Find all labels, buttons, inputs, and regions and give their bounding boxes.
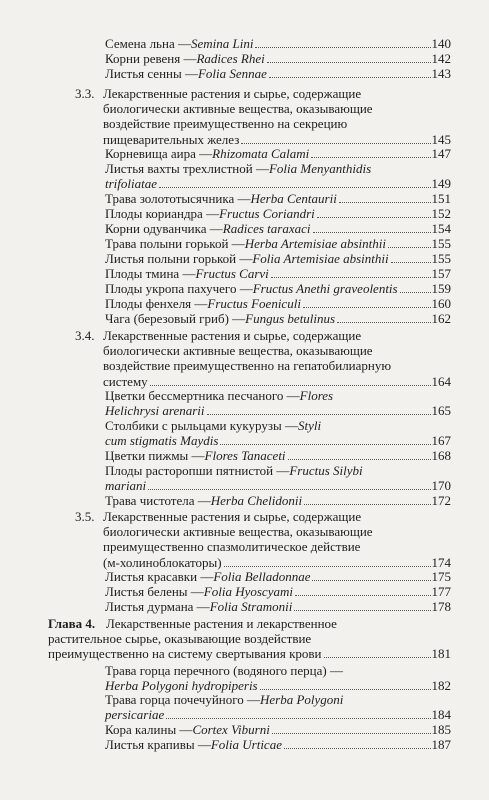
toc-entry xyxy=(105,722,451,737)
toc-entry xyxy=(105,311,451,326)
entry-title: Корни одуванчика — xyxy=(105,221,223,236)
entry-title: Листья красавки — xyxy=(105,569,214,584)
latin-name: Radices Rhei xyxy=(196,51,265,66)
toc-entry xyxy=(105,266,451,281)
dot-leader xyxy=(324,657,431,658)
page-number: 142 xyxy=(431,51,451,66)
toc-entry xyxy=(105,493,451,508)
latin-name: Fungus betulinus xyxy=(245,311,336,326)
latin-name: Folia Hyoscyami xyxy=(203,584,293,599)
page-number: 187 xyxy=(431,737,451,752)
page-number: 155 xyxy=(431,236,451,251)
entry-title: воздействие преимущественно на секрецию xyxy=(103,116,348,132)
entry-title: Цветки бессмертника песчаного — xyxy=(105,388,300,403)
page-number: 170 xyxy=(431,478,451,494)
latin-name: Folia Menyanthidis xyxy=(268,161,372,176)
dot-leader xyxy=(304,504,430,505)
latin-name: Herba Chelidonii xyxy=(210,493,303,508)
latin-name: mariani xyxy=(105,478,147,494)
toc-entry xyxy=(105,51,451,66)
latin-name: Fructus Silybi xyxy=(289,463,363,478)
page-number: 154 xyxy=(431,221,451,236)
toc-entry xyxy=(105,146,451,161)
dot-leader xyxy=(295,595,431,596)
dot-leader xyxy=(166,718,430,719)
entry-title: Трава чистотела — xyxy=(105,493,211,508)
toc-section xyxy=(75,509,451,570)
latin-name: Herba Artemisiae absinthii xyxy=(244,236,386,251)
toc-entry xyxy=(105,463,451,493)
latin-name: Semina Lini xyxy=(190,36,254,51)
page-number: 182 xyxy=(431,678,451,694)
entry-title: преимущественно на систему свертывания крови xyxy=(48,646,322,662)
toc-entry xyxy=(105,599,451,614)
entry-title: растительное сырье, оказывающие воздействие xyxy=(48,631,312,647)
page-number: 172 xyxy=(431,493,451,508)
toc-entry xyxy=(105,663,451,693)
latin-name: Fructus Anethi graveolentis xyxy=(252,281,398,296)
dot-leader xyxy=(391,262,431,263)
entry-title: Плоды кориандра — xyxy=(105,206,220,221)
toc-entry xyxy=(105,161,451,191)
entry-title: систему xyxy=(103,373,148,389)
toc-entry xyxy=(105,281,451,296)
latin-name: Rhizomata Calami xyxy=(212,146,310,161)
entry-title: Трава полыни горькой — xyxy=(105,236,245,251)
latin-name: Folia Sennae xyxy=(197,66,267,81)
latin-name: Flores Tanaceti xyxy=(204,448,286,463)
latin-name: persicariae xyxy=(105,707,165,723)
page-number: 147 xyxy=(431,146,451,161)
dot-leader xyxy=(224,566,431,567)
dot-leader xyxy=(339,202,431,203)
latin-name: Cortex Viburni xyxy=(192,722,270,737)
section-number: 3.3. xyxy=(75,86,95,101)
toc-section xyxy=(75,86,451,147)
entry-title: преимущественно спазмолитическое действие xyxy=(103,539,361,555)
toc-entry xyxy=(105,296,451,311)
page-number: 167 xyxy=(431,433,451,449)
page-number: 162 xyxy=(431,311,451,326)
latin-name: cum stigmatis Maydis xyxy=(105,433,219,449)
latin-name: Radices taraxaci xyxy=(222,221,311,236)
latin-name: Folia Belladonnae xyxy=(213,569,311,584)
entry-title: Цветки пижмы — xyxy=(105,448,205,463)
page-number: 152 xyxy=(431,206,451,221)
dot-leader xyxy=(220,444,430,445)
toc-entry xyxy=(105,737,451,752)
entry-title: Листья вахты трехлистной — xyxy=(105,161,269,176)
page-number: 159 xyxy=(431,281,451,296)
entry-title: Плоды фенхеля — xyxy=(105,296,208,311)
entry-title: Листья белены — xyxy=(105,584,204,599)
entry-title: биологически активные вещества, оказывающие xyxy=(103,101,373,117)
toc-entry xyxy=(105,448,451,463)
dot-leader xyxy=(148,489,430,490)
section-number: 3.4. xyxy=(75,328,95,343)
dot-leader xyxy=(267,62,431,63)
dot-leader xyxy=(288,459,431,460)
page-number: 155 xyxy=(431,251,451,266)
dot-leader xyxy=(303,307,431,308)
dot-leader xyxy=(400,292,431,293)
entry-title: Чага (березовый гриб) — xyxy=(105,311,246,326)
latin-name: trifoliatae xyxy=(105,176,157,192)
toc-entry xyxy=(105,221,451,236)
toc-entry xyxy=(105,206,451,221)
page-number: 145 xyxy=(431,131,451,147)
entry-title: (м-холиноблокаторы) xyxy=(103,554,222,570)
entry-title: Лекарственные растения и лекарственное xyxy=(106,616,337,631)
page-number: 177 xyxy=(431,584,451,599)
page-number: 151 xyxy=(431,191,451,206)
latin-name: Fructus Carvi xyxy=(195,266,269,281)
entry-title: биологически активные вещества, оказывающие xyxy=(103,343,373,359)
entry-title: Лекарственные растения и сырье, содержащие xyxy=(103,86,362,101)
entry-title: Трава горца перечного (водяного перца) — xyxy=(105,663,343,678)
page-number: 165 xyxy=(431,403,451,419)
dot-leader xyxy=(255,47,430,48)
page-number: 164 xyxy=(431,373,451,389)
toc-entry xyxy=(105,584,451,599)
toc-section xyxy=(48,616,451,662)
entry-title: Плоды тмина — xyxy=(105,266,196,281)
latin-name: Fructus Coriandri xyxy=(219,206,315,221)
page-number: 149 xyxy=(431,176,451,192)
dot-leader xyxy=(294,610,430,611)
toc-entry xyxy=(105,251,451,266)
section-number: Глава 4. xyxy=(48,616,96,631)
dot-leader xyxy=(313,232,431,233)
dot-leader xyxy=(260,689,431,690)
latin-name: Folia Artemisiae absinthii xyxy=(252,251,389,266)
dot-leader xyxy=(241,143,430,144)
entry-title: Корневища аира — xyxy=(105,146,213,161)
page-number: 174 xyxy=(431,554,451,570)
dot-leader xyxy=(150,385,431,386)
entry-title: Листья крапивы — xyxy=(105,737,211,752)
dot-leader xyxy=(269,77,431,78)
dot-leader xyxy=(388,247,431,248)
latin-name: Styli xyxy=(297,418,322,433)
page-number: 178 xyxy=(431,599,451,614)
latin-name: Flores xyxy=(299,388,334,403)
entry-title: Лекарственные растения и сырье, содержащие xyxy=(103,509,362,524)
toc-entry xyxy=(105,692,451,722)
toc-entry xyxy=(105,236,451,251)
page-number: 157 xyxy=(431,266,451,281)
toc-entry xyxy=(105,66,451,81)
latin-name: Herba Centaurii xyxy=(250,191,337,206)
entry-title: Семена льна — xyxy=(105,36,191,51)
page-number: 140 xyxy=(431,36,451,51)
dot-leader xyxy=(207,414,431,415)
entry-title: Трава золототысячника — xyxy=(105,191,251,206)
dot-leader xyxy=(159,187,431,188)
entry-title: Кора калины — xyxy=(105,722,193,737)
toc-entry xyxy=(105,569,451,584)
toc-entry xyxy=(105,191,451,206)
toc-entry xyxy=(105,36,451,51)
page-number: 160 xyxy=(431,296,451,311)
latin-name: Fructus Foeniculi xyxy=(207,296,301,311)
dot-leader xyxy=(337,322,430,323)
latin-name: Herba Polygoni hydropiperis xyxy=(105,678,258,694)
entry-title: Плоды укропа пахучего — xyxy=(105,281,253,296)
page-number: 168 xyxy=(431,448,451,463)
entry-title: пищеварительных желез xyxy=(103,131,240,147)
entry-title: Листья сенны — xyxy=(105,66,198,81)
entry-title: Плоды расторопши пятнистой — xyxy=(105,463,290,478)
page-number: 181 xyxy=(431,646,451,662)
dot-leader xyxy=(284,748,431,749)
page-number: 143 xyxy=(431,66,451,81)
entry-title: Столбики с рыльцами кукурузы — xyxy=(105,418,298,433)
toc-section xyxy=(75,328,451,389)
page-number: 175 xyxy=(431,569,451,584)
latin-name: Helichrysi arenarii xyxy=(105,403,205,419)
dot-leader xyxy=(312,580,430,581)
entry-title: Листья дурмана — xyxy=(105,599,210,614)
entry-title: Листья полыни горькой — xyxy=(105,251,253,266)
entry-title: Корни ревеня — xyxy=(105,51,197,66)
page-number: 184 xyxy=(431,707,451,723)
dot-leader xyxy=(317,217,431,218)
entry-title: Трава горца почечуйного — xyxy=(105,692,261,707)
toc-entry xyxy=(105,418,451,448)
entry-title: Лекарственные растения и сырье, содержащие xyxy=(103,328,362,343)
dot-leader xyxy=(311,157,430,158)
latin-name: Herba Polygoni xyxy=(260,692,344,707)
entry-title: воздействие преимущественно на гепатобилиарную xyxy=(103,358,392,374)
section-number: 3.5. xyxy=(75,509,95,524)
latin-name: Folia Urticae xyxy=(210,737,282,752)
dot-leader xyxy=(272,733,431,734)
dot-leader xyxy=(271,277,431,278)
toc-entry xyxy=(105,388,451,418)
page-number: 185 xyxy=(431,722,451,737)
latin-name: Folia Stramonii xyxy=(209,599,293,614)
entry-title: биологически активные вещества, оказывающие xyxy=(103,524,373,540)
